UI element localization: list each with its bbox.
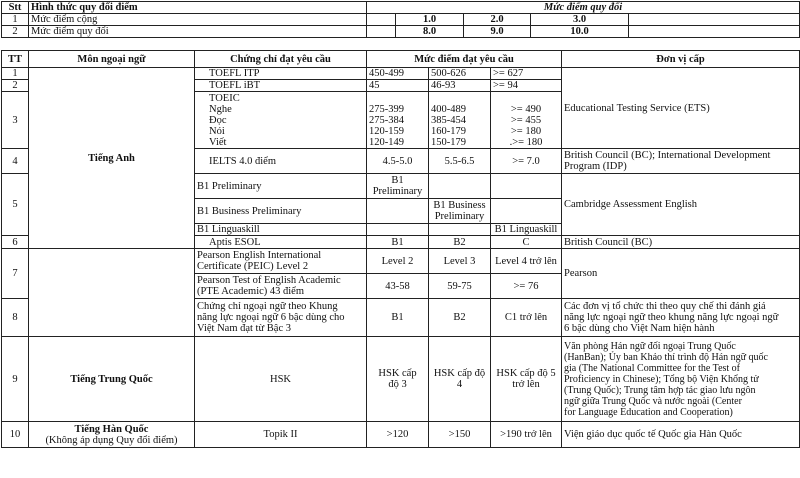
cert-line: Nói: [209, 125, 225, 137]
level-line: HSK cấp: [378, 368, 417, 379]
level-3: C1 trở lên: [491, 299, 562, 337]
issuer-line: (Trung Quốc); Trung tâm hợp tác giao lưu ngôn: [564, 384, 756, 396]
level-2: [429, 92, 491, 149]
level-1: 4.5-5.0: [367, 149, 429, 174]
level-line: HSK cấp độ 5: [496, 368, 556, 379]
empty-cell: [367, 199, 429, 224]
row-number: 7: [2, 249, 29, 299]
issuer-line: Program (IDP): [564, 161, 627, 172]
certificate-toeic: [195, 92, 367, 149]
cert-line: Pearson English International: [197, 250, 322, 261]
level-line: 4: [456, 379, 463, 390]
table-row: [2, 249, 800, 274]
empty-language-cell: [29, 274, 195, 299]
row-number: 3: [2, 92, 29, 149]
language-korean-text: Tiếng Hàn Quốc: [74, 423, 149, 435]
issuer-pearson: Pearson: [562, 249, 800, 299]
issuer-ets: Educational Testing Service (ETS): [562, 68, 800, 149]
issuer-line: Văn phòng Hán ngữ đối ngoại Trung Quốc: [564, 340, 736, 352]
language-english-text: Tiếng Anh: [88, 152, 135, 164]
level-2: 46-93: [429, 80, 491, 92]
level-line: 400-489: [431, 104, 466, 115]
main-header-row: [2, 51, 800, 68]
level-line: 120-159: [369, 126, 404, 137]
cert-line: Pearson Test of English Academic: [197, 275, 341, 286]
issuer-line: for Language Education and Cooperation): [564, 406, 733, 418]
level-1: >120: [367, 422, 429, 448]
row-number: 1: [2, 68, 29, 80]
row-number: 6: [2, 236, 29, 249]
level-2: B2: [429, 299, 491, 337]
row-label: Mức điểm quy đổi: [29, 26, 367, 38]
cert-line: Nghe: [209, 103, 232, 115]
row-stt: 2: [2, 26, 29, 38]
level-line: 160-179: [431, 126, 466, 137]
table-row: [2, 68, 800, 80]
certificate-vn-framework: [195, 299, 367, 337]
issuer-line: British Council (BC); International Development: [564, 150, 771, 161]
certificate-header: Chứng chỉ đạt yêu cầu: [195, 51, 367, 68]
level-line: 385-454: [431, 115, 466, 126]
level-line: HSK cấp độ: [433, 368, 486, 379]
level-3: >= 7.0: [491, 149, 562, 174]
empty-cell: [429, 224, 491, 236]
level-value: 1.0: [396, 14, 464, 26]
certificate-pte: [195, 274, 367, 299]
empty-cell: [491, 199, 562, 224]
issuer-line: gia (The National Committee for the Test of: [564, 362, 741, 374]
issuer-header: Đơn vị cấp: [562, 51, 800, 68]
level-line: Preliminary: [372, 186, 423, 197]
certificate-name: IELTS 4.0 điểm: [195, 149, 367, 174]
cert-line: (PTE Academic) 43 điểm: [197, 286, 305, 297]
issuer-ielts: [562, 149, 800, 174]
issuer-vn: [562, 299, 800, 337]
empty-cell: [429, 174, 491, 199]
row-label: Mức điểm cộng: [29, 14, 367, 26]
level-2: Level 3: [429, 249, 491, 274]
level-line: 275-399: [369, 104, 404, 115]
table-row: [2, 337, 800, 422]
level-value: 9.0: [464, 26, 531, 38]
table-row: [2, 299, 800, 337]
row-number: 9: [2, 337, 29, 422]
issuer-line: (HanBan); Ủy ban Khảo thí trình độ Hán ngữ quốc: [564, 351, 768, 363]
cert-line: TOEIC: [209, 92, 240, 104]
empty-language-cell: [29, 249, 195, 274]
conversion-row: [2, 14, 800, 26]
level-value: 2.0: [464, 14, 531, 26]
issuer-line: Proficiency in Chinese); Tổng bộ Viện Khổng tử: [564, 373, 759, 385]
cert-line: Chứng chỉ ngoại ngữ theo Khung: [197, 301, 338, 312]
level-line: 120-149: [369, 137, 404, 148]
empty-cell: [629, 14, 800, 26]
issuer-topik: Viện giáo dục quốc tế Quốc gia Hàn Quốc: [562, 422, 800, 448]
row-number: 10: [2, 422, 29, 448]
level-1: Level 2: [367, 249, 429, 274]
form-header: Hình thức quy đổi điểm: [29, 2, 367, 14]
level-1: B1: [367, 299, 429, 337]
empty-language-cell: [29, 299, 195, 337]
level-2: 59-75: [429, 274, 491, 299]
level-line: độ 3: [388, 379, 407, 390]
row-number: 4: [2, 149, 29, 174]
certificate-name: Topik II: [195, 422, 367, 448]
cert-line: Việt Nam đạt từ Bậc 3: [197, 323, 291, 334]
level-1: B1: [367, 236, 429, 249]
language-header: Môn ngoại ngữ: [29, 51, 195, 68]
level-line: 150-179: [431, 137, 466, 148]
issuer-line: ngữ giữa Trung Quốc và nước ngoài (Center: [564, 395, 742, 407]
row-number: 8: [2, 299, 29, 337]
level-value: 8.0: [396, 26, 464, 38]
certificate-name: B1 Preliminary: [195, 174, 367, 199]
tt-header: TT: [2, 51, 29, 68]
level-1: 450-499: [367, 68, 429, 80]
empty-cell: [629, 26, 800, 38]
cert-line: Viết: [209, 136, 227, 148]
certificate-peic: [195, 249, 367, 274]
levels-header-text: Mức điểm quy đổi: [543, 2, 623, 13]
row-number: 5: [2, 174, 29, 236]
level-3: [491, 92, 562, 149]
conversion-header-row: [2, 2, 800, 14]
level-1: 45: [367, 80, 429, 92]
empty-cell: [367, 224, 429, 236]
language-english: [29, 68, 195, 249]
level-line: B1 Business: [433, 200, 486, 211]
score-conversion-table: [1, 1, 800, 38]
level-line: B1: [391, 175, 404, 186]
issuer-line: 6 bậc dùng cho Việt Nam hiện hành: [564, 323, 715, 334]
certificate-name: TOEFL ITP: [195, 68, 367, 80]
certificate-name: B1 Business Preliminary: [195, 199, 367, 224]
level-1: [367, 337, 429, 422]
row-stt: 1: [2, 14, 29, 26]
level-1: [367, 174, 429, 199]
levels-header: [367, 2, 800, 14]
language-chinese: Tiếng Trung Quốc: [29, 337, 195, 422]
issuer-line: Các đơn vị tổ chức thi theo quy chế thi đánh giá: [564, 301, 766, 312]
issuer-cambridge: Cambridge Assessment English: [562, 174, 800, 236]
table-row: [2, 422, 800, 448]
certificate-name: HSK: [195, 337, 367, 422]
level-3: Level 4 trở lên: [491, 249, 562, 274]
language-korean: [29, 422, 195, 448]
cert-line: năng lực ngoại ngữ 6 bậc dùng cho: [197, 312, 345, 323]
level-line: trở lên: [512, 379, 540, 390]
level-2: B2: [429, 236, 491, 249]
level-value: 10.0: [531, 26, 629, 38]
issuer-line: năng lực ngoại ngữ theo khung năng lực ngoại ngữ: [564, 312, 779, 323]
certificate-name: TOEFL iBT: [195, 80, 367, 92]
certificate-table: [1, 50, 800, 448]
conversion-row: [2, 26, 800, 38]
level-3: >= 94: [491, 80, 562, 92]
cert-line: Certificate (PEIC) Level 2: [197, 261, 309, 272]
stt-header: Stt: [2, 2, 29, 14]
certificate-name: B1 Linguaskill: [195, 224, 367, 236]
level-line: Preliminary: [434, 211, 485, 222]
level-2: [429, 337, 491, 422]
level-3: >= 76: [491, 274, 562, 299]
level-2: 5.5-6.5: [429, 149, 491, 174]
certificate-name: Aptis ESOL: [195, 236, 367, 249]
level-1: [367, 92, 429, 149]
level-line: >= 180: [510, 126, 542, 137]
level-1: 43-58: [367, 274, 429, 299]
level-3: >= 627: [491, 68, 562, 80]
level-line: .>= 180: [509, 137, 543, 148]
level-3: [491, 337, 562, 422]
empty-cell: [367, 14, 396, 26]
level-line: >= 490: [510, 104, 542, 115]
level-line: 275-384: [369, 115, 404, 126]
levels-header: Mức điểm đạt yêu cầu: [367, 51, 562, 68]
level-value: 3.0: [531, 14, 629, 26]
level-2: 500-626: [429, 68, 491, 80]
level-line: >= 455: [510, 115, 542, 126]
cert-line: Đọc: [209, 114, 227, 126]
level-3: C: [491, 236, 562, 249]
level-3: B1 Linguaskill: [491, 224, 562, 236]
level-3: >190 trở lên: [491, 422, 562, 448]
issuer-hsk: [562, 337, 800, 422]
language-korean-note: (Không áp dụng Quy đổi điểm): [45, 434, 178, 446]
level-2: [429, 199, 491, 224]
empty-cell: [491, 174, 562, 199]
level-2: >150: [429, 422, 491, 448]
empty-cell: [367, 26, 396, 38]
issuer-british-council: British Council (BC): [562, 236, 800, 249]
row-number: 2: [2, 80, 29, 92]
